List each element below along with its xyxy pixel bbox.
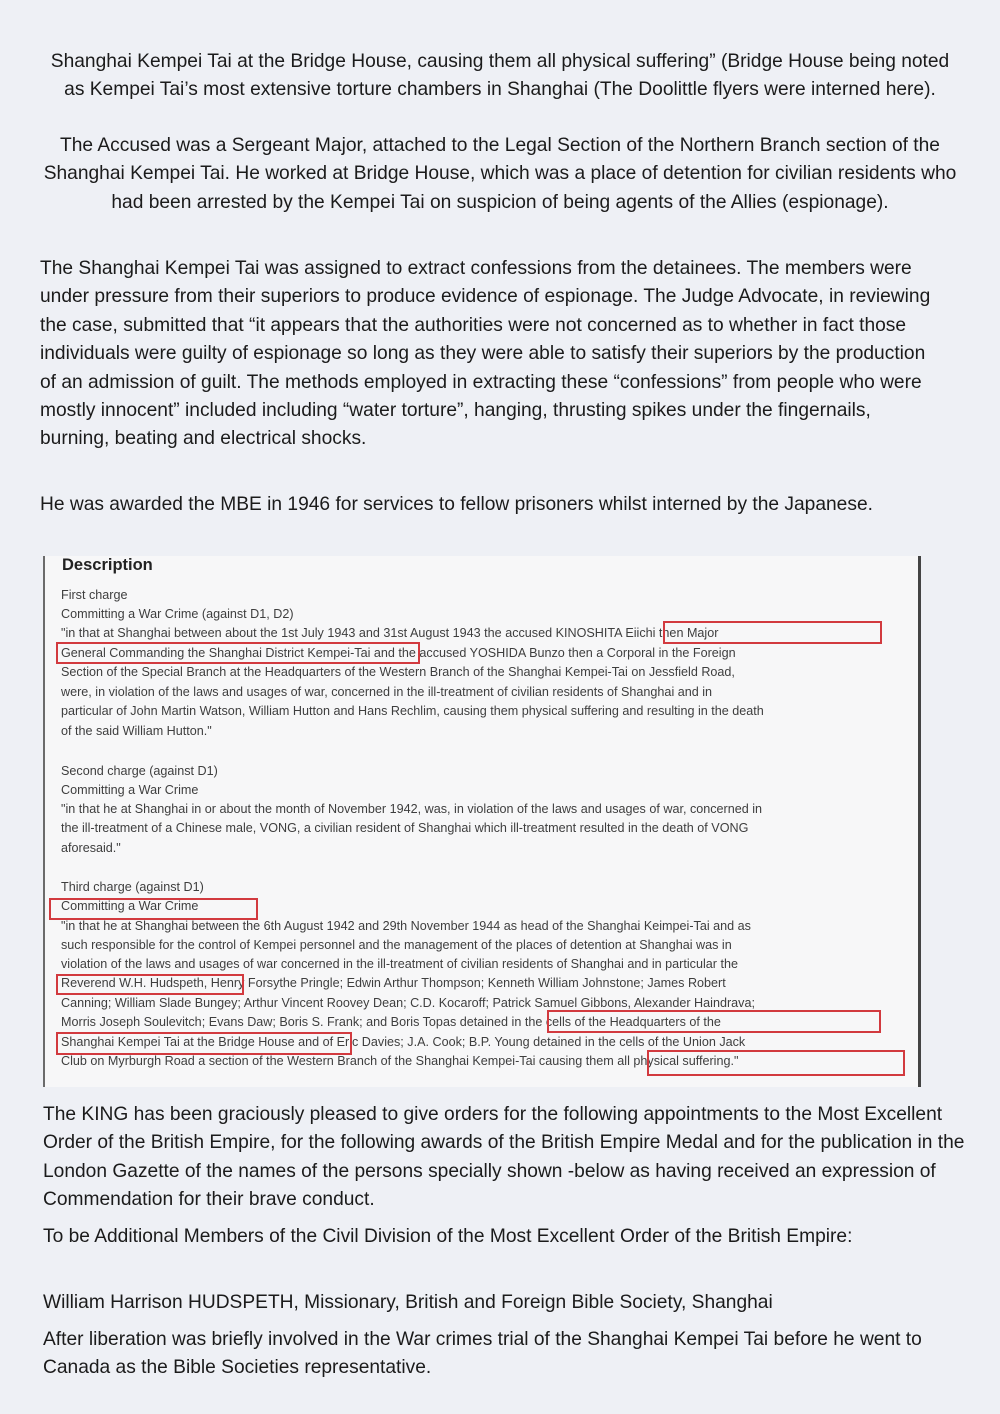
paragraph-additional-members: To be Additional Members of the Civil Division of the Most Excellent Order of the British Empire: [43,1226,853,1247]
paragraph-king-appointments: The KING has been graciously pleased to give orders for the following appointments to the Most Excellent Order of the British Empire, for the following awards of the British Empire Medal and for the publication in the London Gazette of the names of the persons specially shown -below as having received an expression of Commendation for their brave conduct. [43,1104,965,1211]
highlight-bridge-house [56,1032,352,1055]
excerpt-line: Canning; William Slade Bungey; Arthur Vincent Roovey Dean; C.D. Kocaroff; Patrick Samuel Gibbons, Alexander Haindrava; [61,996,755,1010]
excerpt-line: the ill-treatment of a Chinese male, VONG, a civilian resident of Shanghai which ill-treatment resulted in the death of VONG [61,821,749,835]
excerpt-line: First charge [61,588,128,602]
excerpt-line: Reverend W.H. Hudspeth, Henry Forsythe Pringle; Edwin Arthur Thompson; Kenneth William Johnstone; James Robert [61,976,726,990]
excerpt-line: Club on Myrburgh Road a section of the Western Branch of the Shanghai Kempei-Tai causing them all physical suffering." [61,1054,739,1068]
highlight-general-commanding [56,642,420,664]
excerpt-line: particular of John Martin Watson, William Hutton and Hans Rechlim, causing them physical suffering and resulting in the death [61,704,764,718]
excerpt-line: "in that at Shanghai between about the 1st July 1943 and 31st August 1943 the accused KINOSHITA Eiichi then Major [61,626,719,640]
highlight-reverend-hudspeth [56,974,244,995]
paragraph-confessions: The Shanghai Kempei Tai was assigned to extract confessions from the detainees. The members were under pressure from their superiors to produce evidence of espionage. The Judge Advocate, in reviewing the case, submitted that “it appears that the authorities were not concerned as to whether in fact those individuals were guilty of espionage so long as they were able to satisfy their superiors by the production of an admission of guilt. The methods employed in extracting these “confessions” from people who were mostly innocent” included including “water torture”, hanging, thrusting spikes under the fingernails, burning, beating and electrical shocks. [40,258,931,450]
paragraph-hudspeth-entry: William Harrison HUDSPETH, Missionary, British and Foreign Bible Society, Shanghai [43,1292,773,1313]
excerpt-line: "in that he at Shanghai between the 6th August 1942 and 29th November 1944 as head of the Shanghai Keimpei-Tai and as [61,919,751,933]
excerpt-title: Description [62,556,153,574]
highlight-physical-suffering [647,1050,905,1076]
excerpt-line: Shanghai Kempei Tai at the Bridge House and of Eric Davies; J.A. Cook; B.P. Young detained in the cells of the Union Jack [61,1035,746,1049]
excerpt-line: Morris Joseph Soulevitch; Evans Daw; Boris S. Frank; and Boris Topas detained in the cells of the Headquarters of the [61,1015,721,1029]
excerpt-line: General Commanding the Shanghai District Kempei-Tai and the accused YOSHIDA Bunzo then a Corporal in the Foreign [61,646,736,660]
paragraph-after-liberation: After liberation was briefly involved in the War crimes trial of the Shanghai Kempei Tai before he went to Canada as the Bible Societies representative. [43,1329,922,1379]
excerpt-line: Second charge (against D1) [61,764,218,778]
paragraph-mbe-award: He was awarded the MBE in 1946 for services to fellow prisoners whilst interned by the Japanese. [40,494,873,515]
highlight-detained-in-cells [547,1010,881,1033]
excerpt-line: "in that he at Shanghai in or about the month of November 1942, was, in violation of the laws and usages of war, concerned in [61,802,763,816]
highlight-committing-war-crime [49,898,258,920]
highlight-kinoshita [663,621,882,644]
excerpt-line: aforesaid." [61,841,121,855]
excerpt-line: of the said William Hutton." [61,724,212,738]
top-paragraph-1: Shanghai Kempei Tai at the Bridge House, causing them all physical suffering” (Bridge House being noted as Kempei Tai’s most extensive torture chambers in Shanghai (The Doolittle flyers were interned here). [50,51,950,101]
excerpt-line: were, in violation of the laws and usages of war, concerned in the ill-treatment of civilian residents of Shanghai and in [61,685,713,699]
excerpt-line: such responsible for the control of Kempei personnel and the management of the places of detention at Shanghai was in [61,938,732,952]
excerpt-line: Section of the Special Branch at the Headquarters of the Western Branch of the Shanghai Kempei-Tai on Jessfield Road, [61,665,735,679]
excerpt-line: Committing a War Crime (against D1, D2) [61,607,294,621]
excerpt-line: Committing a War Crime [61,783,199,797]
excerpt-line: Third charge (against D1) [61,880,204,894]
top-paragraph-2: The Accused was a Sergeant Major, attached to the Legal Section of the Northern Branch section of the Shanghai Kempei Tai. He worked at Bridge House, which was a place of detention for civilian residents who had been arrested by the Kempei Tai on suspicion of being agents of the Allies (espionage). [43,135,957,213]
excerpt-line: Committing a War Crime [61,899,199,913]
excerpt-line: violation of the laws and usages of war concerned in the ill-treatment of civilian residents of Shanghai and in particular the [61,957,738,971]
